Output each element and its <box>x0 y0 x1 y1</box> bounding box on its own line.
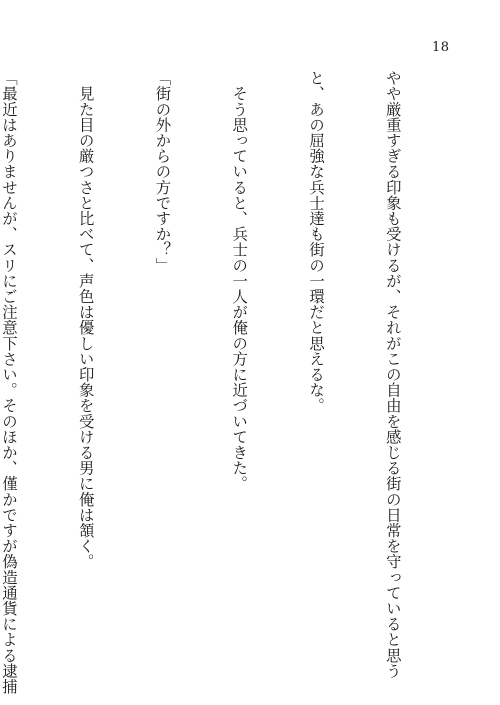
page-number: 18 <box>432 40 450 55</box>
text-line: 「街の外からの方ですか？」 <box>153 70 172 273</box>
text-line: そう思っていると、兵士の一人が俺の方に近づいてきた。 <box>230 70 249 492</box>
text-line: と、あの屈強な兵士達も街の一環だと思えるな。 <box>307 70 326 414</box>
text-line: 見た目の厳つさと比べて、声色は優しい印象を受ける男に俺は頷く。 <box>76 70 95 570</box>
text-line: やや厳重すぎる印象も受けるが、それがこの自由を感じる街の日常を守っていると思う <box>383 70 402 679</box>
body-text <box>0 70 456 694</box>
text-line: 「最近はありませんが、スリにご注意下さい。そのほか、僅かですが偽造通貨による逮捕 <box>0 70 18 694</box>
